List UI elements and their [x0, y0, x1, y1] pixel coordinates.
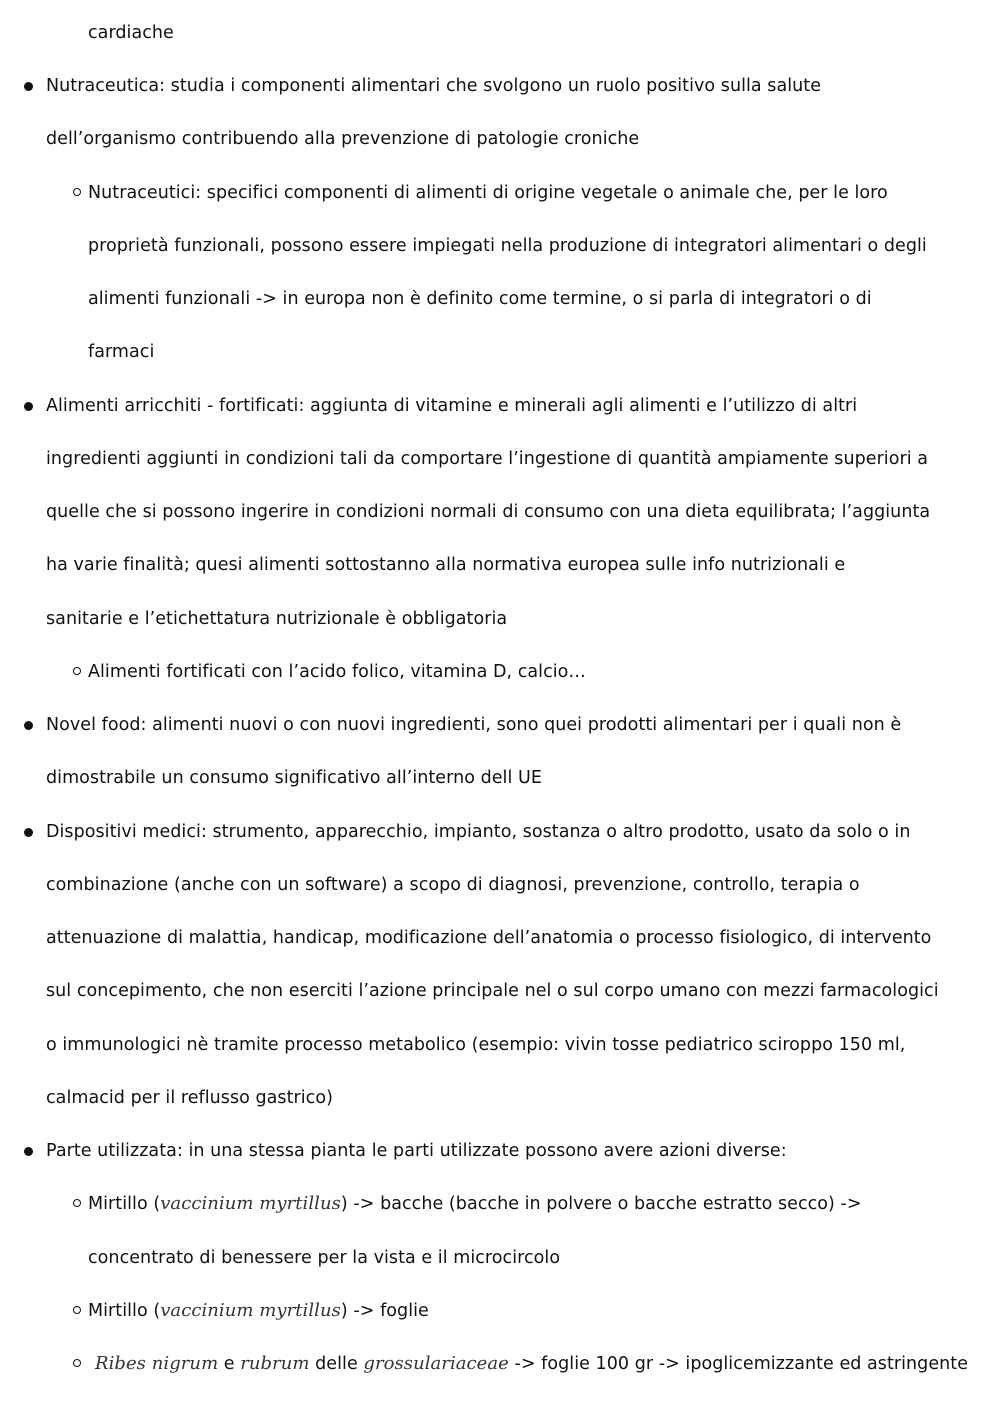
- text-line: [95, 1352, 968, 1376]
- text-line: Novel food: alimenti nuovi o con nuovi ingredienti, sono quei prodotti alimentari per i quali non è: [46, 715, 902, 735]
- text-line: concentrato di benessere per la vista e il microcircolo: [88, 1248, 561, 1268]
- text-line: attenuazione di malattia, handicap, modificazione dell’anatomia o processo fisiologico, di intervento: [46, 928, 932, 948]
- text-line: Dispositivi medici: strumento, apparecchio, impianto, sostanza o altro prodotto, usato da solo o in: [46, 822, 911, 842]
- bullet-icon: [24, 82, 33, 91]
- sub-bullet-icon: [73, 1199, 81, 1207]
- text-line: ingredienti aggiunti in condizioni tali da comportare l’ingestione di quantità ampiamente superiori a: [46, 449, 929, 469]
- text-line: Nutraceutici: specifici componenti di alimenti di origine vegetale o animale che, per le loro: [88, 183, 888, 203]
- text-run: -> foglie 100 gr -> ipoglicemizzante ed astringente: [508, 1354, 969, 1374]
- text-run: ) -> bacche (bacche in polvere o bacche estratto secco) ->: [340, 1194, 862, 1214]
- text-run: Mirtillo (: [88, 1301, 161, 1321]
- text-line: calmacid per il reflusso gastrico): [46, 1088, 333, 1108]
- text-line: dimostrabile un consumo significativo all’interno dell UE: [46, 768, 542, 788]
- sub-bullet-icon: [73, 1306, 81, 1314]
- text-line: sul concepimento, che non eserciti l’azione principale nel o sul corpo umano con mezzi farmacologici: [46, 981, 939, 1001]
- bullet-icon: [24, 402, 33, 411]
- text-line: Parte utilizzata: in una stessa pianta le parti utilizzate possono avere azioni diverse:: [46, 1141, 787, 1161]
- text-line: quelle che si possono ingerire in condizioni normali di consumo con una dieta equilibrata; l’aggiunta: [46, 502, 931, 522]
- text-line: combinazione (anche con un software) a scopo di diagnosi, prevenzione, controllo, terapia o: [46, 875, 860, 895]
- bullet-icon: [24, 1147, 33, 1156]
- text-line: o immunologici nè tramite processo metabolico (esempio: vivin tosse pediatrico sciroppo 150 ml,: [46, 1035, 906, 1055]
- species-name: rubrum: [240, 1353, 310, 1374]
- text-line: cardiache: [88, 23, 174, 43]
- sub-bullet-icon: [73, 188, 81, 196]
- bullet-icon: [24, 828, 33, 837]
- text-run: ) -> foglie: [340, 1301, 429, 1321]
- text-line: proprietà funzionali, possono essere impiegati nella produzione di integratori alimentari o degli: [88, 236, 927, 256]
- text-run: delle: [309, 1354, 364, 1374]
- text-run: e: [218, 1354, 241, 1374]
- text-line: Alimenti fortificati con l’acido folico, vitamina D, calcio…: [88, 662, 586, 682]
- text-line: sanitarie e l’etichettatura nutrizionale è obbligatoria: [46, 609, 508, 629]
- species-name: Ribes nigrum: [95, 1353, 219, 1374]
- text-run: Mirtillo (: [88, 1194, 161, 1214]
- text-line: Nutraceutica: studia i componenti alimentari che svolgono un ruolo positivo sulla salute: [46, 76, 822, 96]
- text-line: farmaci: [88, 342, 155, 362]
- species-name: vaccinium myrtillus: [160, 1193, 341, 1214]
- text-line: [88, 1299, 429, 1323]
- text-line: alimenti funzionali -> in europa non è definito come termine, o si parla di integratori o di: [88, 289, 872, 309]
- family-name: grossulariaceae: [363, 1353, 509, 1374]
- text-line: dell’organismo contribuendo alla prevenzione di patologie croniche: [46, 129, 640, 149]
- text-line: [88, 1192, 862, 1216]
- text-line: ha varie finalità; quesi alimenti sottostanno alla normativa europea sulle info nutrizionali e: [46, 555, 846, 575]
- sub-bullet-icon: [73, 1359, 81, 1367]
- bullet-icon: [24, 721, 33, 730]
- species-name: vaccinium myrtillus: [160, 1300, 341, 1321]
- sub-bullet-icon: [73, 667, 81, 675]
- text-line: Alimenti arricchiti - fortificati: aggiunta di vitamine e minerali agli alimenti e l’utilizzo di altri: [46, 396, 858, 416]
